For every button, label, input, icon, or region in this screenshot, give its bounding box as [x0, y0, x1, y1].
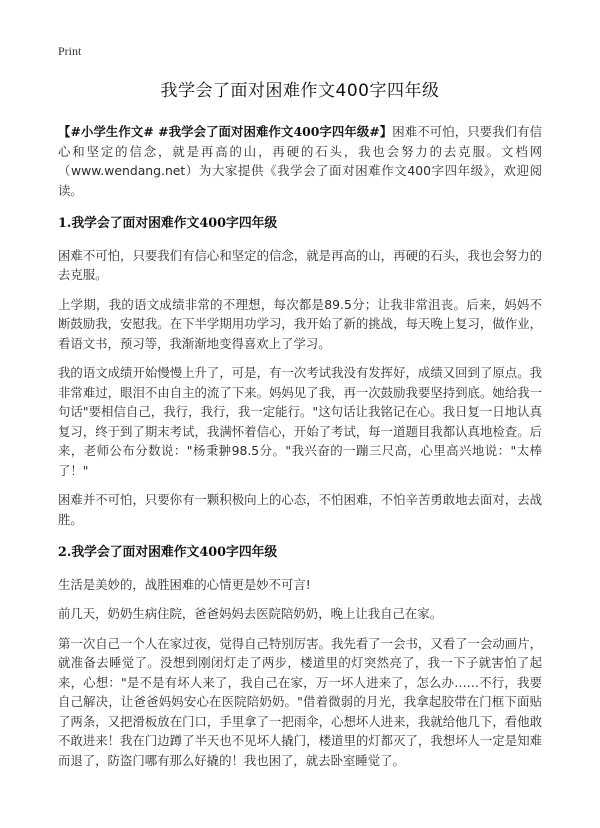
print-label[interactable]: Print [58, 44, 82, 58]
paragraph: 前几天，奶奶生病住院，爸爸妈妈去医院陪奶奶，晚上让我自己在家。 [58, 606, 443, 621]
paragraph: 困难并不可怕，只要你有一颗积极向上的心态，不怕困难，不怕辛苦勇敢地去面对，去战胜。 [58, 492, 542, 527]
intro-text: 困难不可怕，只要我们有信心和坚定的信念，就是再高的山，再硬的石头，我也会努力的去克服。文档网（www.wendang.net）为大家提供《我学会了面对困难作文400字四年级》，欢迎阅读。 [58, 124, 542, 198]
intro-paragraph [58, 122, 542, 200]
article-body [58, 122, 542, 780]
section-1 [58, 214, 542, 529]
paragraph: 我的语文成绩开始慢慢上升了，可是，有一次考试我没有发挥好，成绩又回到了原点。我非常难过，眼泪不由自主的流了下来。妈妈见了我，再一次鼓励我要坚持到底。她给我一句话"要相信自己，我行，我行，我一定能行。"这句话让我铭记在心。我日复一日地认真复习，终于到了期末考试，我满怀着信心，开始了考试，每一道题目我都认真地检查。后来，老师公布分数说："杨秉翀98.5分。"我兴奋的一蹦三尺高，心里高兴地说："太棒了！" [58, 365, 542, 478]
paragraph: 上学期，我的语文成绩非常的不理想，每次都是89.5分；让我非常沮丧。后来，妈妈不断鼓励我，安慰我。在下半学期用功学习，我开始了新的挑战，每天晚上复习，做作业，看语文书，预习等，我渐渐地变得喜欢上了学习。 [58, 296, 542, 351]
section-2 [58, 543, 542, 770]
paragraph: 困难不可怕，只要我们有信心和坚定的信念，就是再高的山，再硬的石头，我也会努力的去克服。 [58, 247, 542, 282]
section-heading: 1.我学会了面对困难作文400字四年级 [58, 216, 278, 231]
paragraph: 第一次自己一个人在家过夜，觉得自己特别厉害。我先看了一会书，又看了一会动画片，就准备去睡觉了。没想到刚闭灯走了两步，楼道里的灯突然亮了，我一下子就害怕了起来，心想："是不是有坏人来了，我自己在家，万一坏人进来了，怎么办……不行，我要自己解决，让爸爸妈妈安心在医院陪奶奶。"借着微弱的月光，我拿起胶带在门框下面贴了两条，又把滑板放在门口，手里拿了一把雨伞，心想坏人进来，我就给他几下，看他敢不敢进来！我在门边蹲了半天也不见坏人撬门，楼道里的灯都灭了，我想坏人一定是知难而退了，防盗门哪有那么好撬的！我也困了，就去卧室睡觉了。 [58, 635, 542, 768]
paragraph: 生活是美妙的，战胜困难的心情更是妙不可言! [58, 576, 311, 592]
section-heading: 2.我学会了面对困难作文400字四年级 [58, 545, 278, 560]
page-title: 我学会了面对困难作文400字四年级 [160, 81, 440, 101]
intro-tag: 【#小学生作文# #我学会了面对困难作文400字四年级#】 [58, 124, 393, 139]
